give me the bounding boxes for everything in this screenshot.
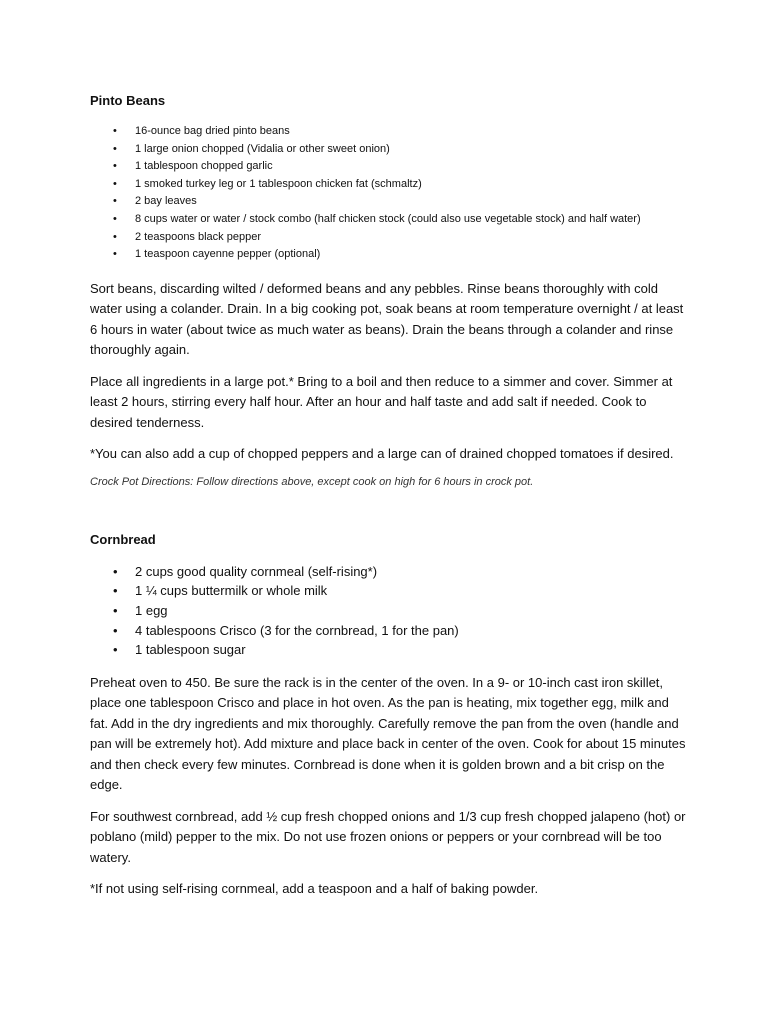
list-item: • 1 smoked turkey leg or 1 tablespoon chicken fat (schmaltz) [90, 176, 686, 194]
list-item: • 2 cups good quality cornmeal (self-rising*) [90, 562, 686, 582]
list-item: • 1 tablespoon sugar [90, 640, 686, 660]
pinto-ingredient-list [90, 123, 686, 264]
pinto-cook-paragraph: Place all ingredients in a large pot.* Bring to a boil and then reduce to a simmer and cover. Simmer at least 2 hours, stirring every half hour. After an hour and half taste and add salt if needed. Cook to desired tenderness. [90, 373, 673, 430]
crock-pot-note: Crock Pot Directions: Follow directions above, except cook on high for 6 hours in crock pot. [90, 475, 534, 488]
list-item: • 1 ¼ cups buttermilk or whole milk [90, 581, 686, 601]
pinto-optional-note: *You can also add a cup of chopped peppers and a large can of drained chopped tomatoes if desired. [90, 446, 674, 462]
list-item: • 1 tablespoon chopped garlic [90, 158, 686, 176]
list-item: • 16-ounce bag dried pinto beans [90, 123, 686, 141]
cornbread-method-paragraph: Preheat oven to 450. Be sure the rack is in the center of the oven. In a 9- or 10-inch cast iron skillet, place one tablespoon Crisco and place in hot oven. As the pan is heating, mix together egg, milk and fat. Add in the dry ingredients and mix thoroughly. Carefully remove the pan from the oven (handle and pan will be extremely hot). Add mixture and place back in center of the oven. Cook for about 15 minutes and then check every few minutes. Cornbread is done when it is golden brown and a bit crisp on the edge. [90, 674, 686, 793]
list-item: • 1 egg [90, 601, 686, 621]
cornbread-ingredient-list [90, 562, 686, 660]
recipe-document [90, 92, 686, 900]
self-rising-note: *If not using self-rising cornmeal, add a teaspoon and a half of baking powder. [90, 881, 539, 897]
cornbread-heading: Cornbread [90, 531, 156, 547]
pinto-beans-heading: Pinto Beans [90, 93, 166, 108]
list-item: • 4 tablespoons Crisco (3 for the cornbread, 1 for the pan) [90, 621, 686, 641]
list-item: • 2 bay leaves [90, 193, 686, 211]
southwest-variation-paragraph: For southwest cornbread, add ½ cup fresh chopped onions and 1/3 cup fresh chopped jalapeno (hot) or poblano (mild) pepper to the mix. Do not use frozen onions or peppers or your cornbread will be too watery. [90, 808, 686, 865]
list-item: • 1 teaspoon cayenne pepper (optional) [90, 246, 686, 264]
list-item: • 8 cups water or water / stock combo (half chicken stock (could also use vegetable stock) and half water) [90, 211, 686, 229]
pinto-prep-paragraph: Sort beans, discarding wilted / deformed beans and any pebbles. Rinse beans thoroughly with cold water using a colander. Drain. In a big cooking pot, soak beans at room temperature overnight / at least 6 hours in water (about twice as much water as beans). Drain the beans through a colander and rinse thoroughly again. [90, 280, 684, 358]
list-item: • 2 teaspoons black pepper [90, 229, 686, 247]
list-item: • 1 large onion chopped (Vidalia or other sweet onion) [90, 141, 686, 159]
